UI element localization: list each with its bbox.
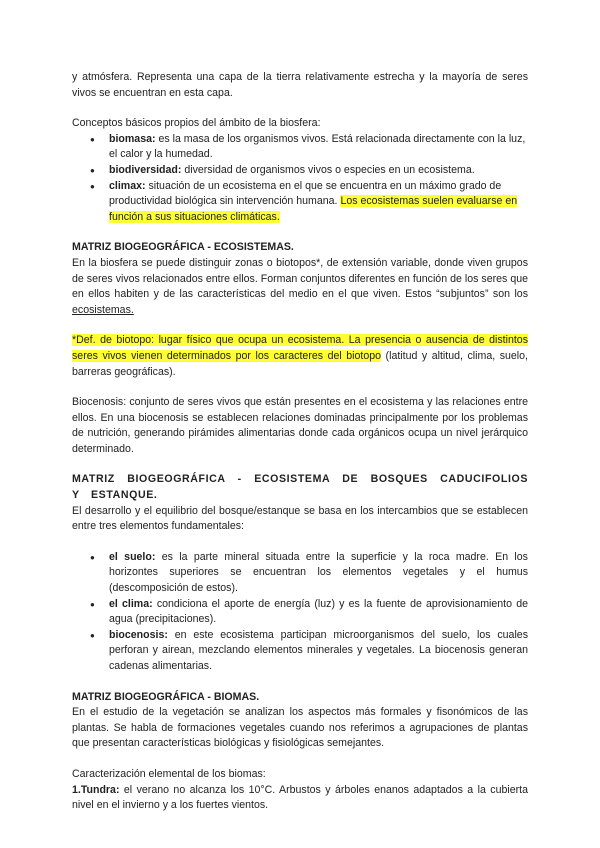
underlined-term: ecosistemas. [72, 303, 134, 316]
bosques-list [72, 550, 528, 675]
biosfera-title: Conceptos básicos propios del ámbito de la biosfera: [72, 117, 321, 130]
highlighted-text: Los ecosistemas suelen evaluarse en función a sus situaciones climáticas. [109, 195, 518, 223]
paragraph-text: el verano no alcanza los 10°C. Arbustos y árboles enanos adaptados a la cubierta nivel en el invierno y a los fuertes vientos. [72, 783, 528, 812]
tundra-paragraph [72, 783, 528, 814]
biotopo-definition [72, 333, 528, 380]
term-clima: el clima: [109, 597, 153, 610]
paragraph-text: En la biosfera se puede distinguir zonas o biotopos*, de extensión variable, donde viven grupos de seres vivos relacionados entre ellos. Forman conjuntos diferentes en función de los seres que en ellos habiten y de las características del medio en el que viven. Estos “subjuntos” son los [72, 256, 528, 301]
list-item [72, 132, 528, 163]
bosques-paragraph: El desarrollo y el equilibrio del bosque/estanque se basa en los intercambios que se establecen entre tres elementos fundamentales: [72, 504, 528, 533]
list-item-text: en este ecosistema participan microorganismos del suelo, los cuales perforan y airean, mezclando elementos minerales y vegetales. La biocenosis generan cadenas alimentarias. [109, 628, 528, 672]
biomas-paragraph: En el estudio de la vegetación se analizan los aspectos más formales y fisonómicos de las plantas. Se habla de formaciones vegetales cuando nos referimos a agrupaciones de plantas que presentan características biológicas y fisiológicas semejantes. [72, 706, 528, 750]
list-item-text: diversidad de organismos vivos o especies en un ecosistema. [181, 163, 475, 176]
section-heading-biomas: MATRIZ BIOGEOGRÁFICA - BIOMAS. [72, 690, 260, 703]
list-item [72, 179, 528, 226]
term-climax: climax: [109, 179, 146, 192]
list-item [72, 550, 528, 597]
list-item [72, 597, 528, 628]
list-item [72, 628, 528, 675]
list-item-text: es la parte mineral situada entre la superficie y la roca madre. En los horizontes superiores se encuentran los elementos vegetales y el humus (descomposición de estos). [109, 550, 528, 595]
term-biomasa: biomasa: [109, 132, 156, 145]
list-item [72, 163, 528, 179]
biomas-caracterizacion: Caracterización elemental de los biomas: [72, 767, 266, 780]
term-biocenosis: biocenosis: [109, 628, 168, 641]
term-biodiversidad: biodiversidad: [109, 163, 182, 176]
term-tundra: 1.Tundra: [72, 783, 120, 796]
term-suelo: el suelo: [109, 550, 156, 563]
section-heading-bosques: MATRIZ BIOGEOGRÁFICA - ECOSISTEMA DE BOSQUES CADUCIFOLIOS Y ESTANQUE. [72, 473, 528, 502]
paragraph-text: (latitud y altitud, clima, suelo, barreras geográficas). [72, 349, 528, 378]
intro-paragraph: y atmósfera. Representa una capa de la tierra relativamente estrecha y la mayoría de seres vivos se encuentran en esta capa. [72, 71, 528, 99]
highlighted-text: *Def. de biotopo: lugar físico que ocupa un ecosistema. La presencia o ausencia de distintos seres vivos vienen determinados por los caracteres del biotopo [72, 334, 528, 362]
biosfera-list [72, 132, 528, 226]
ecosistemas-paragraph [72, 256, 528, 318]
list-item-text: condiciona el aporte de energía (luz) y es la fuente de aprovisionamiento de agua (precipitaciones). [109, 597, 528, 626]
list-item-text: situación de un ecosistema en el que se encuentra en un máximo grado de productividad biológica sin intervención humana. [109, 179, 502, 208]
biocenosis-paragraph: Biocenosis: conjunto de seres vivos que están presentes en el ecosistema y las relaciones entre ellos. En una biocenosis se establecen relaciones dominadas principalmente por los problemas de nutrición, generando pirámides alimentarias donde cada orgánicos ocupa un nivel jerárquico determinado. [72, 396, 528, 455]
section-heading-ecosistemas: MATRIZ BIOGEOGRÁFICA - ECOSISTEMAS. [72, 241, 294, 254]
list-item-text: es la masa de los organismos vivos. Está relacionada directamente con la luz, el calor y la humedad. [109, 132, 526, 161]
